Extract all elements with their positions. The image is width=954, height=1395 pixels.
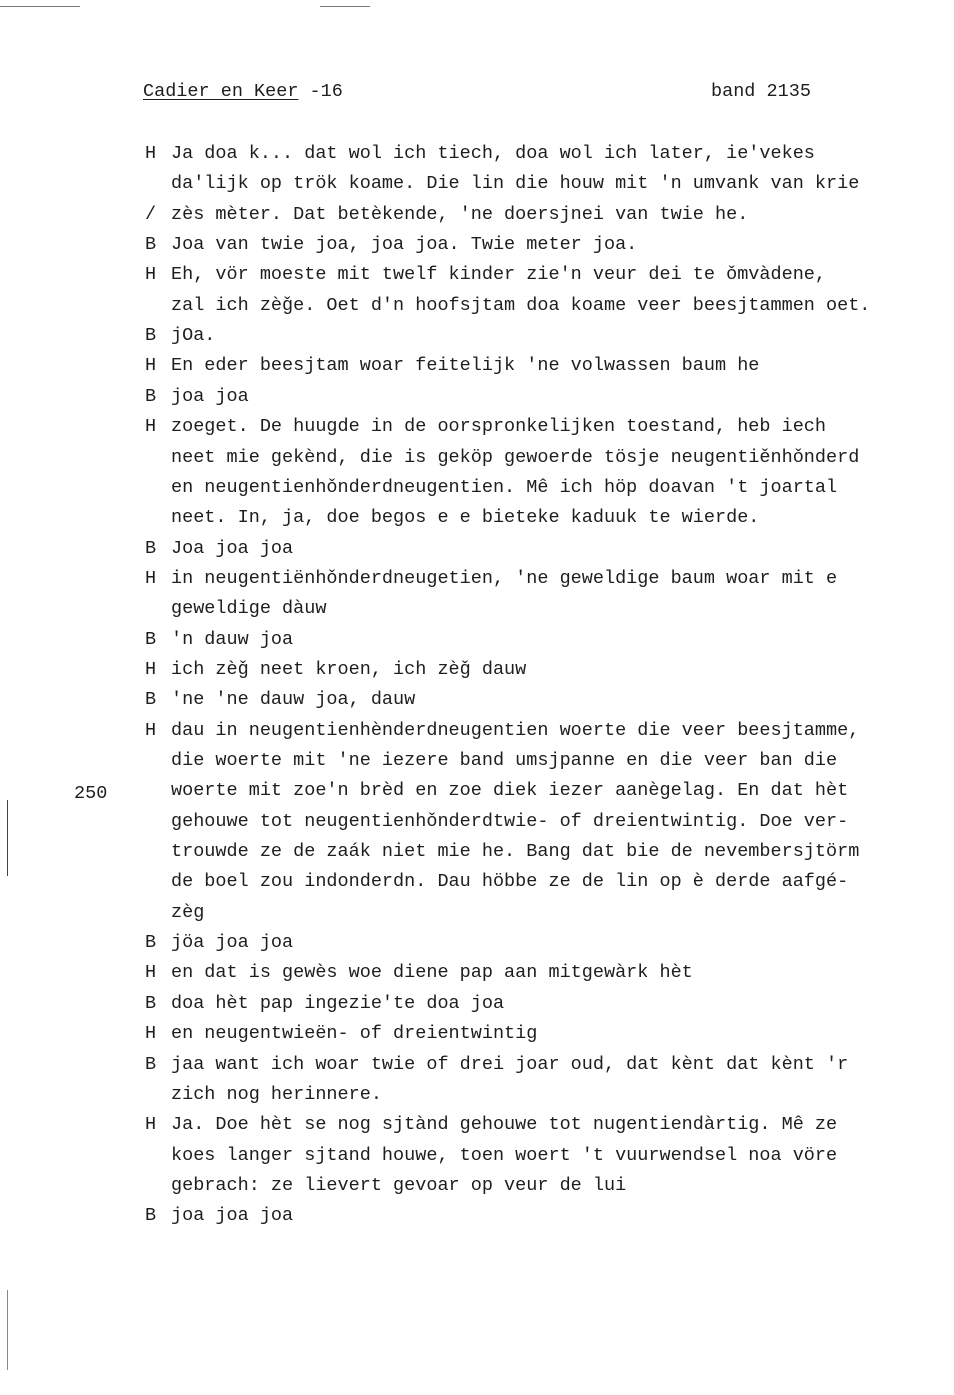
speaker-label: H [145,962,157,984]
transcript-line: neet. In, ja, doe begos e e bieteke kaduuk te wierde. [171,507,760,529]
transcript-line: joa joa [171,385,249,407]
speaker-label: H [145,1114,157,1136]
transcript-line: joa joa joa [171,1205,294,1227]
page-number: -16 [309,81,343,102]
speaker-label: H [145,658,157,680]
speaker-label: H [145,567,157,589]
speaker-label: B [145,1053,157,1075]
transcript-line: Eh, vör moeste mit twelf kinder zie'n veur dei te ǒmvàdene, [171,264,827,286]
transcript-line: dau in neugentienhènderdneugentien woerte die veer beesjtamme, [171,719,860,741]
speaker-label: B [145,932,157,954]
speaker-label: H [145,143,157,164]
document-title [143,81,343,102]
scan-edge-line [7,800,8,876]
speaker-label: B [145,537,157,559]
transcript-line: trouwde ze de zaák niet mie he. Bang dat bie de nevembersjtörm [171,841,860,863]
transcript-line: da'lijk op trök koame. Die lin die houw mit 'n umvank van krie [171,173,860,195]
transcript-line: zich nog herinnere. [171,1083,382,1105]
transcript-line: Joa joa joa [171,537,294,559]
transcript-line: ich zèǧ neet kroen, ich zèǧ dauw [171,658,527,680]
speaker-label: H [145,1023,157,1045]
transcript-line: jaa want ich woar twie of drei joar oud, dat kènt dat kènt 'r [171,1053,849,1075]
transcript-line: koes langer sjtand houwe, toen woert 't vuurwendsel noa vöre [171,1144,838,1166]
speaker-label: H [145,355,157,377]
transcript-line: doa hèt pap ingezie'te doa joa [171,992,505,1014]
speaker-label: B [145,385,157,407]
transcript-line: Ja doa k... dat wol ich tiech, doa wol ich later, ie'vekes [171,143,815,164]
margin-line-number: 250 [74,783,108,804]
transcript-line: en neugentwieën- of dreientwintig [171,1023,538,1045]
transcript-line: 'ne 'ne dauw joa, dauw [171,689,416,711]
scan-artifact [0,6,80,7]
speaker-label: B [145,628,157,650]
transcript-line: 'n dauw joa [171,628,294,650]
margin-mark: / [145,204,157,225]
transcript-line: zal ich zèǧe. Oet d'n hoofsjtam doa koame veer beesjtammen oet. [171,294,871,316]
speaker-label: H [145,416,157,438]
band-number: band 2135 [711,81,811,102]
speaker-label: B [145,325,157,347]
speaker-label: B [145,1205,157,1227]
transcript-line: zoeget. De huugde in de oorspronkelijken toestand, heb iech [171,416,827,438]
transcript-line: neet mie gekènd, die is geköp gewoerde tösje neugentiěnhǒnderd [171,446,860,468]
speaker-label: B [145,992,157,1014]
scan-artifact-2 [320,6,370,7]
transcript-line: Joa van twie joa, joa joa. Twie meter joa. [171,234,638,256]
scan-edge-line-lower [7,1290,8,1370]
transcript-line: gebrach: ze lievert gevoar op veur de lui [171,1174,627,1196]
speaker-label: B [145,234,157,256]
transcript-line: zès mèter. Dat betèkende, 'ne doersjnei van twie he. [171,203,749,225]
transcript-line: die woerte mit 'ne iezere band umsjpanne en die veer ban die [171,750,838,771]
transcript-line: jOa. [171,325,216,347]
speaker-label: H [145,264,157,286]
transcript-line: de boel zou indonderdn. Dau höbbe ze de lin op è derde aafgé- [171,871,849,893]
transcript-line: En eder beesjtam woar feitelijk 'ne volwassen baum he [171,355,760,377]
transcript-line: Ja. Doe hèt se nog sjtànd gehouwe tot nugentiendàrtig. Mê ze [171,1114,838,1136]
transcript-line: gehouwe tot neugentienhǒnderdtwie- of dreientwintig. Doe ver- [171,810,849,832]
transcript-line: geweldige dàuw [171,598,327,620]
transcript-line: en neugentienhǒnderdneugentien. Mê ich höp doavan 't joartal [171,476,838,498]
transcript-line: woerte mit zoe'n brèd en zoe diek iezer aanègelag. En dat hèt [171,780,849,802]
transcript-line: jöa joa joa [171,932,294,954]
speaker-label: H [145,719,157,741]
transcript-line: en dat is gewès woe diene pap aan mitgewàrk hèt [171,962,693,984]
title-text: Cadier en Keer [143,81,299,102]
transcript-line: zèg [171,901,205,923]
transcript-line: in neugentiënhǒnderdneugetien, 'ne geweldige baum woar mit e [171,567,838,589]
speaker-label: B [145,689,157,711]
